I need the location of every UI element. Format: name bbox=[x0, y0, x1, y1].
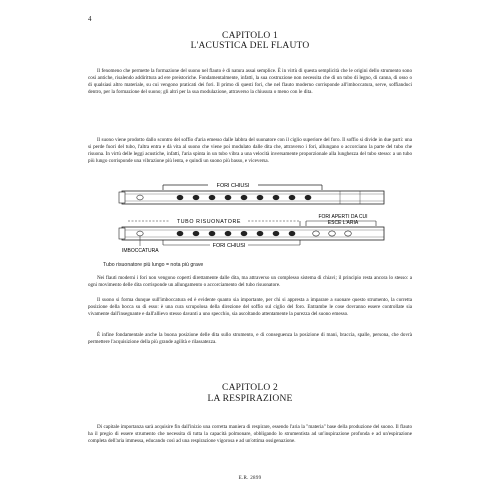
label-closed-holes-top: FORI CHIUSI bbox=[216, 183, 250, 189]
label-open-holes-line-2: ESCE L'ARIA bbox=[327, 220, 359, 226]
chapter-1-paragraph-5: È infine fondamentale anche la buona posizione delle dita sullo strumento, e di conseguenza la posizione di mani, braccia, spalle, persona, che dovrà permettere l'acquisizione della più grande agilità e rilassatezza. bbox=[88, 332, 412, 346]
chapter-1-paragraph-2: Il suono viene prodotto dallo scontro del soffio d'aria emesso dalle labbra del suonatore con il ciglio superiore del foro. Il soffio si divide in due parti: una si perde fuori del tubo, l'altra entra e dà vita al suono che viene poi modulato dalle dita che, attraverso i fori, allungano o accorciano la parte del tubo che risuona. In virtù delle leggi acustiche, infatti, l'aria spinta in un tubo vibra a una velocità inversamente proporzionale alla lunghezza del tubo stesso: a un tubo più lungo corrisponde una vibrazione più lenta, e quindi un suono più basso, e viceversa. bbox=[88, 137, 412, 165]
chapter-1-subheading: L'ACUSTICA DEL FLAUTO bbox=[190, 41, 310, 51]
chapter-2-subheading: LA RESPIRAZIONE bbox=[207, 394, 293, 404]
flute-tube bbox=[122, 191, 384, 204]
flute-diagram-resonator bbox=[0, 214, 500, 258]
chapter-2-heading: CAPITOLO 2 bbox=[222, 383, 278, 393]
chapter-1-heading: CAPITOLO 1 bbox=[222, 31, 278, 41]
label-closed-holes-bottom: FORI CHIUSI bbox=[212, 243, 246, 249]
diagram-caption: Tubo risuonatore più lungo = nota più grave bbox=[103, 262, 204, 268]
label-resonator-tube: TUBO RISUONATORE bbox=[176, 219, 242, 225]
chapter-1-paragraph-1: Il fenomeno che permette la formazione del suono nel flauto è di natura assai semplice. È in virtù di questa semplicità che le origini dello strumento sono così antiche, risalendo addirittura ad ere preistoriche. Fondamentalmente, infatti, la sua costruzione non necessita che di un tubo di legno, di canna, di osso o di qualsiasi altro materiale, su cui vengono praticati dei fori. Il primo di questi fori, che nel flauto moderno corrisponde all'imboccatura, serve, soffiandoci dentro, per la formazione del suono; gli altri per la sua modulazione, attraverso la chiusura o meno con le dita. bbox=[88, 68, 412, 96]
embouchure-hole bbox=[137, 195, 143, 200]
chapter-2-paragraph-1: Di capitale importanza sarà acquisire fin dall'inizio una corretta maniera di respirare, essendo l'aria la "materia" base della produzione del suono. Il flauto ha il pregio di essere strumento che necessita di tutta la capacità polmonare, obbligando lo strumentista ad un'inspirazione profonda e ad un'espirazione completa dell'aria immessa, educando così ad una respirazione vigorosa e ad un'ottima ossigenazione. bbox=[88, 424, 412, 445]
chapter-1-paragraph-3: Nei flauti moderni i fori non vengono coperti direttamente dalle dita, ma attraverso un complesso sistema di chiavi; il principio resta ancora lo stesso: a ogni movimento delle dita corrisponde un allungamento o accorciamento del tubo risuonatore. bbox=[88, 275, 412, 289]
label-open-holes-line-1: FORI APERTI DA CUI bbox=[318, 214, 368, 220]
page-footer-code: E.R. 2899 bbox=[238, 476, 262, 481]
chapter-1-paragraph-4: Il suono si forma dunque sull'imboccatura ed è evidente quanto sia importante, per chi si appresta a imparare a suonare questo strumento, la corretta posizione della bocca su di esso: è una cura scrupolosa della direzione del soffio sul ciglio del foro. Entrambe le cose dovranno essere controllate sia vivamente dall'insegnante e dall'allievo stesso davanti a uno specchio, sia ascoltando attentamente la purezza del suono emesso. bbox=[88, 297, 412, 318]
closed-holes bbox=[177, 195, 312, 200]
open-holes bbox=[313, 231, 352, 236]
page-number: 4 bbox=[88, 15, 92, 23]
label-embouchure: IMBOCCATURA bbox=[122, 248, 159, 254]
